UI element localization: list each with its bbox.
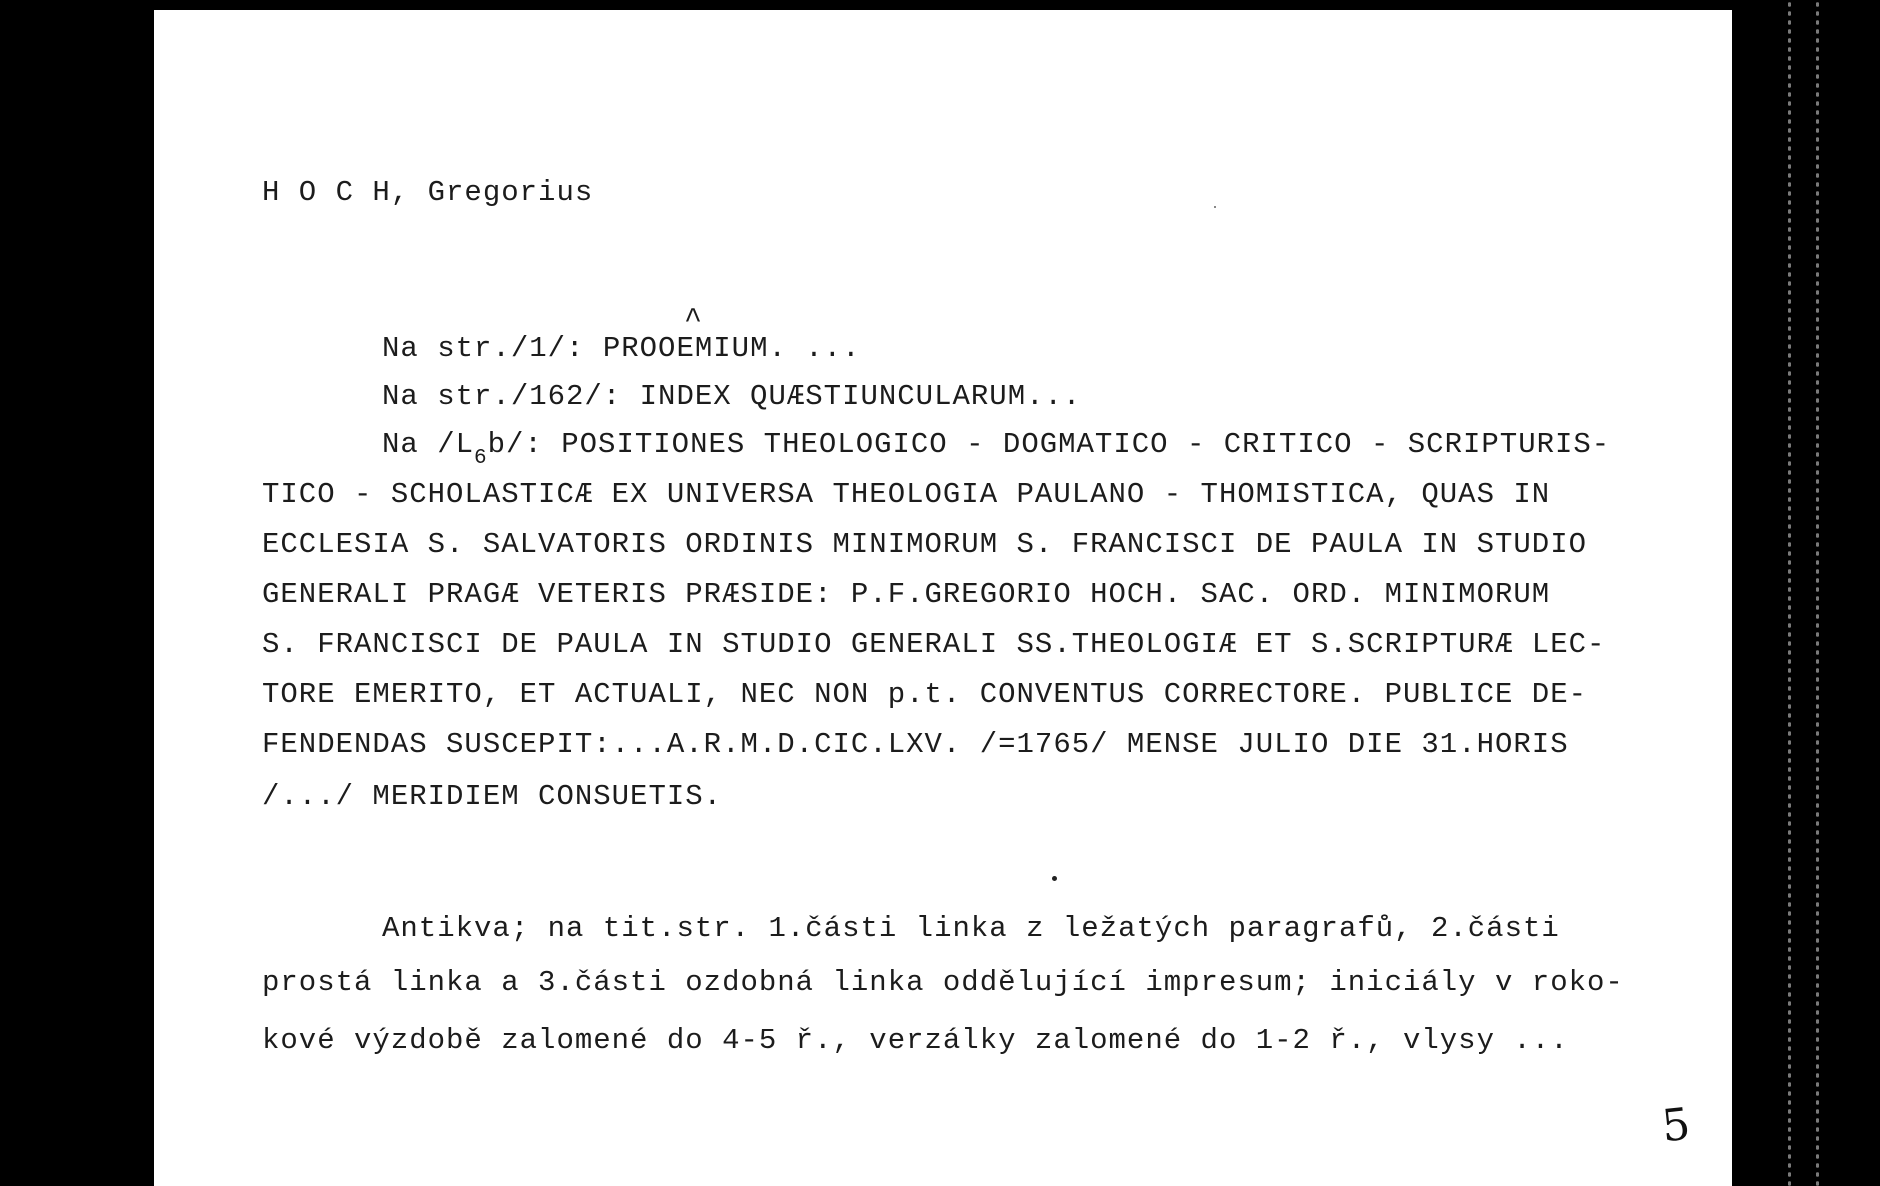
body-line: TORE EMERITO, ET ACTUALI, NEC NON p.t. CONVENTUS CORRECTORE. PUBLICE DE- (262, 678, 1588, 711)
page-mark: 5 (1659, 1098, 1693, 1153)
imprint-line-3: Na $/L_6b/$: POSITIONES THEOLOGICO - DOGMATICO - CRITICO - SCRIPTURIS- (382, 428, 1611, 470)
body-line: FENDENDAS SUSCEPIT:...A.R.M.D.CIC.LXV. /=1765/ MENSE JULIO DIE 31.HORIS (262, 728, 1569, 761)
scan-edge (1760, 0, 1880, 1186)
body-line: GENERALI PRAGÆ VETERIS PRÆSIDE: P.F.GREGORIO HOCH. SAC. ORD. MINIMORUM (262, 578, 1551, 611)
description-line: prostá linka a 3.části ozdobná linka oddělující impresum; iniciály v roko- (262, 966, 1624, 999)
description-line: kové výzdobě zalomené do 4-5 ř., verzálky zalomené do 1-2 ř., vlysy ... (262, 1024, 1569, 1057)
edge-dots (1816, 0, 1819, 1186)
body-line: ECCLESIA S. SALVATORIS ORDINIS MINIMORUM S. FRANCISCI DE PAULA IN STUDIO (262, 528, 1588, 561)
body-line: TICO - SCHOLASTICÆ EX UNIVERSA THEOLOGIA PAULANO - THOMISTICA, QUAS IN (262, 478, 1551, 511)
edge-dots (1788, 0, 1791, 1186)
imprint-line-1: Na str./1/: PROOEMIUM. ... (382, 332, 861, 365)
ink-dot (1052, 876, 1057, 881)
description-line: Antikva; na tit.str. 1.části linka z ležatých paragrafů, 2.části (382, 912, 1560, 945)
body-line: S. FRANCISCI DE PAULA IN STUDIO GENERALI SS.THEOLOGIÆ ET S.SCRIPTURÆ LEC- (262, 628, 1606, 661)
catalog-card (154, 10, 1732, 1186)
speck (1214, 206, 1216, 208)
imprint-line-2: Na str./162/: INDEX QUÆSTIUNCULARUM... (382, 380, 1082, 413)
body-line: /.../ MERIDIEM CONSUETIS. (262, 780, 723, 813)
circumflex-mark: ^ (684, 304, 703, 338)
author-heading: H O C H, Gregorius (262, 176, 594, 209)
